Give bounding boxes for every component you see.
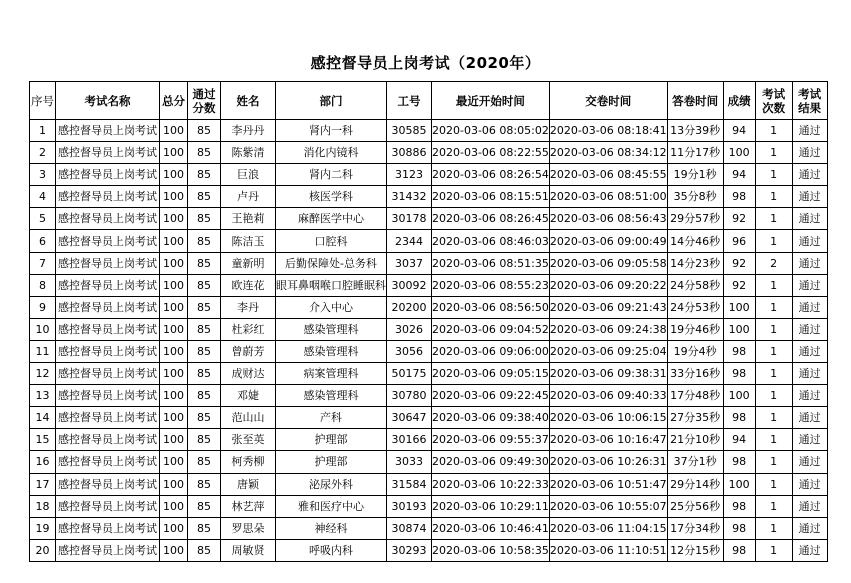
cell-staff-id: 2344 bbox=[387, 230, 432, 252]
cell-submit-time: 2020-03-06 10:06:15 bbox=[549, 407, 667, 429]
cell-name: 卢丹 bbox=[221, 186, 276, 208]
cell-attempts: 1 bbox=[755, 539, 792, 561]
cell-pass-score: 85 bbox=[188, 252, 221, 274]
cell-staff-id: 3056 bbox=[387, 340, 432, 362]
cell-staff-id: 3123 bbox=[387, 164, 432, 186]
cell-result: 通过 bbox=[792, 164, 827, 186]
cell-seq: 12 bbox=[30, 363, 56, 385]
cell-score: 98 bbox=[723, 407, 755, 429]
cell-exam-name: 感控督导员上岗考试 bbox=[56, 230, 160, 252]
cell-department: 感染管理科 bbox=[276, 340, 387, 362]
cell-score: 98 bbox=[723, 340, 755, 362]
cell-staff-id: 30886 bbox=[387, 142, 432, 164]
table-row bbox=[30, 473, 828, 495]
cell-department: 雅和医疗中心 bbox=[276, 495, 387, 517]
cell-score: 100 bbox=[723, 296, 755, 318]
cell-attempts: 1 bbox=[755, 296, 792, 318]
column-header-total-score: 总分 bbox=[160, 82, 188, 120]
cell-attempts: 1 bbox=[755, 451, 792, 473]
cell-start-time: 2020-03-06 08:51:35 bbox=[432, 252, 550, 274]
cell-submit-time: 2020-03-06 09:25:04 bbox=[549, 340, 667, 362]
cell-total-score: 100 bbox=[160, 164, 188, 186]
cell-attempts: 1 bbox=[755, 429, 792, 451]
column-header-attempts: 考试 次数 bbox=[755, 82, 792, 120]
cell-submit-time: 2020-03-06 11:04:15 bbox=[549, 517, 667, 539]
table-row bbox=[30, 407, 828, 429]
cell-seq: 2 bbox=[30, 142, 56, 164]
cell-answer-duration: 19分1秒 bbox=[667, 164, 723, 186]
table-row bbox=[30, 186, 828, 208]
cell-start-time: 2020-03-06 10:46:41 bbox=[432, 517, 550, 539]
cell-answer-duration: 27分35秒 bbox=[667, 407, 723, 429]
exam-results-table bbox=[29, 81, 828, 562]
cell-score: 94 bbox=[723, 429, 755, 451]
cell-answer-duration: 29分14秒 bbox=[667, 473, 723, 495]
cell-exam-name: 感控督导员上岗考试 bbox=[56, 120, 160, 142]
cell-result: 通过 bbox=[792, 208, 827, 230]
cell-start-time: 2020-03-06 08:15:51 bbox=[432, 186, 550, 208]
cell-department: 后勤保障处-总务科 bbox=[276, 252, 387, 274]
cell-name: 张至英 bbox=[221, 429, 276, 451]
cell-seq: 20 bbox=[30, 539, 56, 561]
cell-seq: 14 bbox=[30, 407, 56, 429]
cell-exam-name: 感控督导员上岗考试 bbox=[56, 142, 160, 164]
cell-attempts: 1 bbox=[755, 230, 792, 252]
cell-seq: 15 bbox=[30, 429, 56, 451]
cell-name: 李丹丹 bbox=[221, 120, 276, 142]
cell-pass-score: 85 bbox=[188, 407, 221, 429]
cell-submit-time: 2020-03-06 09:24:38 bbox=[549, 318, 667, 340]
cell-pass-score: 85 bbox=[188, 120, 221, 142]
cell-total-score: 100 bbox=[160, 539, 188, 561]
cell-exam-name: 感控督导员上岗考试 bbox=[56, 517, 160, 539]
cell-result: 通过 bbox=[792, 318, 827, 340]
cell-submit-time: 2020-03-06 09:05:58 bbox=[549, 252, 667, 274]
cell-total-score: 100 bbox=[160, 186, 188, 208]
cell-score: 94 bbox=[723, 120, 755, 142]
cell-score: 98 bbox=[723, 539, 755, 561]
cell-answer-duration: 14分46秒 bbox=[667, 230, 723, 252]
cell-answer-duration: 11分17秒 bbox=[667, 142, 723, 164]
cell-department: 麻醉医学中心 bbox=[276, 208, 387, 230]
cell-attempts: 1 bbox=[755, 340, 792, 362]
cell-answer-duration: 21分10秒 bbox=[667, 429, 723, 451]
cell-department: 护理部 bbox=[276, 451, 387, 473]
cell-score: 98 bbox=[723, 363, 755, 385]
cell-exam-name: 感控督导员上岗考试 bbox=[56, 363, 160, 385]
cell-seq: 7 bbox=[30, 252, 56, 274]
cell-pass-score: 85 bbox=[188, 318, 221, 340]
cell-seq: 9 bbox=[30, 296, 56, 318]
cell-score: 100 bbox=[723, 385, 755, 407]
cell-submit-time: 2020-03-06 10:55:07 bbox=[549, 495, 667, 517]
table-row bbox=[30, 340, 828, 362]
cell-submit-time: 2020-03-06 08:18:41 bbox=[549, 120, 667, 142]
cell-seq: 4 bbox=[30, 186, 56, 208]
cell-exam-name: 感控督导员上岗考试 bbox=[56, 539, 160, 561]
cell-total-score: 100 bbox=[160, 517, 188, 539]
cell-total-score: 100 bbox=[160, 120, 188, 142]
cell-score: 100 bbox=[723, 318, 755, 340]
cell-attempts: 1 bbox=[755, 120, 792, 142]
cell-result: 通过 bbox=[792, 274, 827, 296]
cell-attempts: 1 bbox=[755, 407, 792, 429]
cell-attempts: 1 bbox=[755, 495, 792, 517]
document-title: 感控督导员上岗考试（2020年） bbox=[310, 54, 541, 72]
cell-total-score: 100 bbox=[160, 385, 188, 407]
cell-result: 通过 bbox=[792, 363, 827, 385]
cell-seq: 3 bbox=[30, 164, 56, 186]
cell-name: 范山山 bbox=[221, 407, 276, 429]
cell-total-score: 100 bbox=[160, 495, 188, 517]
cell-department: 感染管理科 bbox=[276, 318, 387, 340]
cell-staff-id: 50175 bbox=[387, 363, 432, 385]
cell-result: 通过 bbox=[792, 120, 827, 142]
cell-total-score: 100 bbox=[160, 296, 188, 318]
cell-attempts: 1 bbox=[755, 164, 792, 186]
cell-pass-score: 85 bbox=[188, 164, 221, 186]
cell-answer-duration: 12分15秒 bbox=[667, 539, 723, 561]
cell-total-score: 100 bbox=[160, 407, 188, 429]
cell-department: 泌尿外科 bbox=[276, 473, 387, 495]
cell-name: 唐颖 bbox=[221, 473, 276, 495]
table-row bbox=[30, 230, 828, 252]
cell-attempts: 1 bbox=[755, 385, 792, 407]
cell-result: 通过 bbox=[792, 142, 827, 164]
cell-department: 神经科 bbox=[276, 517, 387, 539]
cell-total-score: 100 bbox=[160, 429, 188, 451]
table-row bbox=[30, 120, 828, 142]
cell-score: 92 bbox=[723, 274, 755, 296]
cell-pass-score: 85 bbox=[188, 495, 221, 517]
cell-total-score: 100 bbox=[160, 142, 188, 164]
cell-seq: 10 bbox=[30, 318, 56, 340]
cell-staff-id: 20200 bbox=[387, 296, 432, 318]
cell-answer-duration: 14分23秒 bbox=[667, 252, 723, 274]
cell-attempts: 1 bbox=[755, 318, 792, 340]
cell-department: 呼吸内科 bbox=[276, 539, 387, 561]
cell-result: 通过 bbox=[792, 186, 827, 208]
cell-start-time: 2020-03-06 08:55:23 bbox=[432, 274, 550, 296]
column-header-name: 姓名 bbox=[221, 82, 276, 120]
cell-submit-time: 2020-03-06 09:40:33 bbox=[549, 385, 667, 407]
cell-total-score: 100 bbox=[160, 274, 188, 296]
cell-staff-id: 30780 bbox=[387, 385, 432, 407]
cell-answer-duration: 25分56秒 bbox=[667, 495, 723, 517]
table-row bbox=[30, 385, 828, 407]
cell-staff-id: 30193 bbox=[387, 495, 432, 517]
cell-score: 94 bbox=[723, 164, 755, 186]
cell-attempts: 1 bbox=[755, 208, 792, 230]
cell-score: 92 bbox=[723, 252, 755, 274]
column-header-result: 考试 结果 bbox=[792, 82, 827, 120]
cell-exam-name: 感控督导员上岗考试 bbox=[56, 495, 160, 517]
cell-start-time: 2020-03-06 09:38:40 bbox=[432, 407, 550, 429]
cell-start-time: 2020-03-06 09:05:15 bbox=[432, 363, 550, 385]
cell-pass-score: 85 bbox=[188, 296, 221, 318]
column-header-seq: 序号 bbox=[30, 82, 56, 120]
cell-result: 通过 bbox=[792, 495, 827, 517]
cell-total-score: 100 bbox=[160, 340, 188, 362]
cell-exam-name: 感控督导员上岗考试 bbox=[56, 429, 160, 451]
cell-score: 92 bbox=[723, 208, 755, 230]
cell-department: 产科 bbox=[276, 407, 387, 429]
cell-department: 介入中心 bbox=[276, 296, 387, 318]
table-row bbox=[30, 451, 828, 473]
cell-staff-id: 30647 bbox=[387, 407, 432, 429]
cell-result: 通过 bbox=[792, 252, 827, 274]
cell-name: 周敏贤 bbox=[221, 539, 276, 561]
cell-answer-duration: 17分34秒 bbox=[667, 517, 723, 539]
cell-submit-time: 2020-03-06 09:00:49 bbox=[549, 230, 667, 252]
cell-total-score: 100 bbox=[160, 252, 188, 274]
cell-seq: 18 bbox=[30, 495, 56, 517]
cell-result: 通过 bbox=[792, 451, 827, 473]
table-row bbox=[30, 142, 828, 164]
cell-staff-id: 31432 bbox=[387, 186, 432, 208]
cell-pass-score: 85 bbox=[188, 385, 221, 407]
cell-submit-time: 2020-03-06 08:56:43 bbox=[549, 208, 667, 230]
table-row bbox=[30, 164, 828, 186]
cell-answer-duration: 19分4秒 bbox=[667, 340, 723, 362]
cell-start-time: 2020-03-06 10:58:35 bbox=[432, 539, 550, 561]
cell-result: 通过 bbox=[792, 385, 827, 407]
cell-answer-duration: 13分39秒 bbox=[667, 120, 723, 142]
cell-pass-score: 85 bbox=[188, 473, 221, 495]
cell-staff-id: 30585 bbox=[387, 120, 432, 142]
cell-exam-name: 感控督导员上岗考试 bbox=[56, 385, 160, 407]
cell-exam-name: 感控督导员上岗考试 bbox=[56, 318, 160, 340]
cell-pass-score: 85 bbox=[188, 517, 221, 539]
cell-start-time: 2020-03-06 10:22:33 bbox=[432, 473, 550, 495]
cell-exam-name: 感控督导员上岗考试 bbox=[56, 296, 160, 318]
cell-department: 核医学科 bbox=[276, 186, 387, 208]
cell-attempts: 2 bbox=[755, 252, 792, 274]
cell-seq: 6 bbox=[30, 230, 56, 252]
cell-name: 陈紫清 bbox=[221, 142, 276, 164]
cell-department: 肾内一科 bbox=[276, 120, 387, 142]
cell-start-time: 2020-03-06 09:06:00 bbox=[432, 340, 550, 362]
cell-staff-id: 3033 bbox=[387, 451, 432, 473]
cell-department: 感染管理科 bbox=[276, 385, 387, 407]
cell-answer-duration: 37分1秒 bbox=[667, 451, 723, 473]
cell-start-time: 2020-03-06 09:22:45 bbox=[432, 385, 550, 407]
cell-submit-time: 2020-03-06 09:21:43 bbox=[549, 296, 667, 318]
cell-answer-duration: 29分57秒 bbox=[667, 208, 723, 230]
cell-attempts: 1 bbox=[755, 517, 792, 539]
cell-submit-time: 2020-03-06 09:20:22 bbox=[549, 274, 667, 296]
cell-staff-id: 3026 bbox=[387, 318, 432, 340]
cell-exam-name: 感控督导员上岗考试 bbox=[56, 208, 160, 230]
cell-name: 林艺萍 bbox=[221, 495, 276, 517]
table-body bbox=[30, 120, 828, 562]
cell-name: 陈洁玉 bbox=[221, 230, 276, 252]
cell-result: 通过 bbox=[792, 230, 827, 252]
cell-exam-name: 感控督导员上岗考试 bbox=[56, 407, 160, 429]
cell-answer-duration: 35分8秒 bbox=[667, 186, 723, 208]
column-header-exam-name: 考试名称 bbox=[56, 82, 160, 120]
cell-start-time: 2020-03-06 10:29:11 bbox=[432, 495, 550, 517]
cell-exam-name: 感控督导员上岗考试 bbox=[56, 473, 160, 495]
cell-result: 通过 bbox=[792, 473, 827, 495]
cell-name: 李丹 bbox=[221, 296, 276, 318]
cell-seq: 16 bbox=[30, 451, 56, 473]
column-header-start-time: 最近开始时间 bbox=[432, 82, 550, 120]
cell-exam-name: 感控督导员上岗考试 bbox=[56, 186, 160, 208]
column-header-submit-time: 交卷时间 bbox=[549, 82, 667, 120]
cell-score: 100 bbox=[723, 473, 755, 495]
table-row bbox=[30, 429, 828, 451]
cell-result: 通过 bbox=[792, 407, 827, 429]
cell-submit-time: 2020-03-06 10:26:31 bbox=[549, 451, 667, 473]
table-row bbox=[30, 495, 828, 517]
cell-seq: 11 bbox=[30, 340, 56, 362]
cell-pass-score: 85 bbox=[188, 363, 221, 385]
cell-name: 杜彩红 bbox=[221, 318, 276, 340]
cell-staff-id: 30166 bbox=[387, 429, 432, 451]
cell-answer-duration: 24分58秒 bbox=[667, 274, 723, 296]
cell-result: 通过 bbox=[792, 340, 827, 362]
cell-name: 邓婕 bbox=[221, 385, 276, 407]
cell-department: 病案管理科 bbox=[276, 363, 387, 385]
cell-start-time: 2020-03-06 08:26:45 bbox=[432, 208, 550, 230]
cell-submit-time: 2020-03-06 10:51:47 bbox=[549, 473, 667, 495]
cell-pass-score: 85 bbox=[188, 274, 221, 296]
cell-name: 巨浪 bbox=[221, 164, 276, 186]
cell-department: 消化内镜科 bbox=[276, 142, 387, 164]
cell-answer-duration: 19分46秒 bbox=[667, 318, 723, 340]
cell-name: 童新明 bbox=[221, 252, 276, 274]
cell-department: 护理部 bbox=[276, 429, 387, 451]
cell-attempts: 1 bbox=[755, 363, 792, 385]
cell-submit-time: 2020-03-06 10:16:47 bbox=[549, 429, 667, 451]
cell-start-time: 2020-03-06 08:26:54 bbox=[432, 164, 550, 186]
cell-seq: 13 bbox=[30, 385, 56, 407]
cell-score: 98 bbox=[723, 186, 755, 208]
cell-submit-time: 2020-03-06 08:45:55 bbox=[549, 164, 667, 186]
cell-pass-score: 85 bbox=[188, 230, 221, 252]
cell-exam-name: 感控督导员上岗考试 bbox=[56, 252, 160, 274]
cell-exam-name: 感控督导员上岗考试 bbox=[56, 164, 160, 186]
table-row bbox=[30, 252, 828, 274]
cell-name: 成财达 bbox=[221, 363, 276, 385]
table-row bbox=[30, 296, 828, 318]
table-row bbox=[30, 539, 828, 561]
cell-total-score: 100 bbox=[160, 451, 188, 473]
cell-score: 98 bbox=[723, 451, 755, 473]
cell-attempts: 1 bbox=[755, 473, 792, 495]
cell-name: 曾蔚芳 bbox=[221, 340, 276, 362]
cell-result: 通过 bbox=[792, 429, 827, 451]
cell-exam-name: 感控督导员上岗考试 bbox=[56, 274, 160, 296]
cell-department: 眼耳鼻咽喉口腔睡眠科 bbox=[276, 274, 387, 296]
cell-attempts: 1 bbox=[755, 186, 792, 208]
cell-result: 通过 bbox=[792, 539, 827, 561]
cell-attempts: 1 bbox=[755, 274, 792, 296]
cell-name: 欧连花 bbox=[221, 274, 276, 296]
column-header-answer-duration: 答卷时间 bbox=[667, 82, 723, 120]
cell-answer-duration: 33分16秒 bbox=[667, 363, 723, 385]
cell-name: 罗思朵 bbox=[221, 517, 276, 539]
cell-seq: 8 bbox=[30, 274, 56, 296]
table-row bbox=[30, 274, 828, 296]
cell-name: 柯秀柳 bbox=[221, 451, 276, 473]
cell-pass-score: 85 bbox=[188, 340, 221, 362]
cell-answer-duration: 17分48秒 bbox=[667, 385, 723, 407]
cell-pass-score: 85 bbox=[188, 451, 221, 473]
column-header-staff-id: 工号 bbox=[387, 82, 432, 120]
cell-submit-time: 2020-03-06 09:38:31 bbox=[549, 363, 667, 385]
table-row bbox=[30, 208, 828, 230]
cell-result: 通过 bbox=[792, 517, 827, 539]
cell-start-time: 2020-03-06 08:05:02 bbox=[432, 120, 550, 142]
cell-pass-score: 85 bbox=[188, 142, 221, 164]
cell-pass-score: 85 bbox=[188, 186, 221, 208]
cell-pass-score: 85 bbox=[188, 429, 221, 451]
cell-pass-score: 85 bbox=[188, 539, 221, 561]
cell-staff-id: 30178 bbox=[387, 208, 432, 230]
table-header-row bbox=[30, 82, 828, 120]
cell-staff-id: 30092 bbox=[387, 274, 432, 296]
column-header-score: 成绩 bbox=[723, 82, 755, 120]
cell-submit-time: 2020-03-06 08:34:12 bbox=[549, 142, 667, 164]
cell-seq: 1 bbox=[30, 120, 56, 142]
cell-seq: 19 bbox=[30, 517, 56, 539]
cell-seq: 5 bbox=[30, 208, 56, 230]
cell-start-time: 2020-03-06 08:46:03 bbox=[432, 230, 550, 252]
cell-attempts: 1 bbox=[755, 142, 792, 164]
cell-start-time: 2020-03-06 09:49:30 bbox=[432, 451, 550, 473]
cell-name: 王艳莉 bbox=[221, 208, 276, 230]
table-row bbox=[30, 363, 828, 385]
cell-start-time: 2020-03-06 08:22:55 bbox=[432, 142, 550, 164]
cell-result: 通过 bbox=[792, 296, 827, 318]
cell-score: 96 bbox=[723, 230, 755, 252]
cell-start-time: 2020-03-06 08:56:50 bbox=[432, 296, 550, 318]
cell-score: 100 bbox=[723, 142, 755, 164]
cell-total-score: 100 bbox=[160, 473, 188, 495]
cell-total-score: 100 bbox=[160, 230, 188, 252]
cell-answer-duration: 24分53秒 bbox=[667, 296, 723, 318]
cell-total-score: 100 bbox=[160, 208, 188, 230]
cell-start-time: 2020-03-06 09:55:37 bbox=[432, 429, 550, 451]
table-row bbox=[30, 517, 828, 539]
cell-department: 肾内二科 bbox=[276, 164, 387, 186]
table-row bbox=[30, 318, 828, 340]
cell-department: 口腔科 bbox=[276, 230, 387, 252]
cell-exam-name: 感控督导员上岗考试 bbox=[56, 451, 160, 473]
cell-staff-id: 31584 bbox=[387, 473, 432, 495]
cell-submit-time: 2020-03-06 11:10:51 bbox=[549, 539, 667, 561]
cell-seq: 17 bbox=[30, 473, 56, 495]
cell-submit-time: 2020-03-06 08:51:00 bbox=[549, 186, 667, 208]
cell-score: 98 bbox=[723, 517, 755, 539]
cell-exam-name: 感控督导员上岗考试 bbox=[56, 340, 160, 362]
column-header-pass-score: 通过 分数 bbox=[188, 82, 221, 120]
cell-staff-id: 3037 bbox=[387, 252, 432, 274]
column-header-department: 部门 bbox=[276, 82, 387, 120]
cell-staff-id: 30293 bbox=[387, 539, 432, 561]
cell-staff-id: 30874 bbox=[387, 517, 432, 539]
cell-total-score: 100 bbox=[160, 363, 188, 385]
cell-pass-score: 85 bbox=[188, 208, 221, 230]
cell-start-time: 2020-03-06 09:04:52 bbox=[432, 318, 550, 340]
cell-total-score: 100 bbox=[160, 318, 188, 340]
cell-score: 98 bbox=[723, 495, 755, 517]
